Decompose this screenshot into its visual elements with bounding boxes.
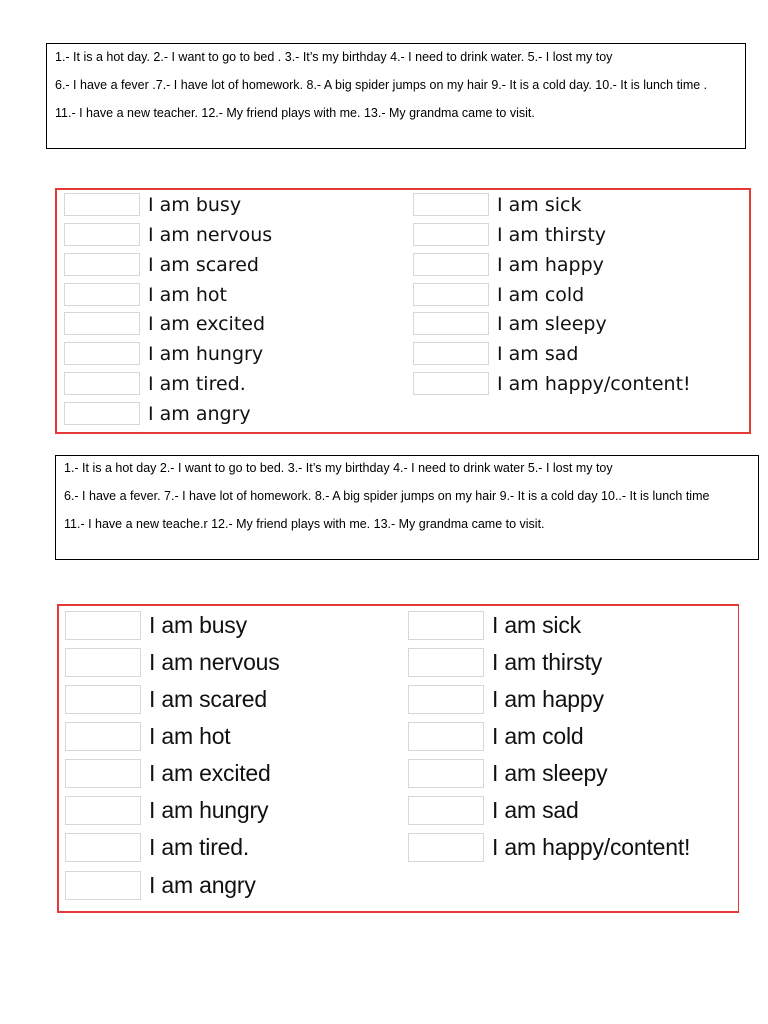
feeling-label: I am excited — [148, 312, 266, 335]
feeling-row — [413, 283, 584, 306]
answer-box[interactable] — [413, 223, 489, 246]
feeling-row — [413, 193, 581, 216]
feeling-label: I am sad — [492, 797, 579, 823]
feeling-row — [413, 253, 604, 276]
answer-box[interactable] — [65, 685, 141, 714]
answer-box[interactable] — [65, 871, 141, 900]
feeling-label: I am cold — [492, 723, 584, 749]
answer-box[interactable] — [408, 833, 484, 862]
feeling-label: I am hot — [148, 283, 227, 306]
feeling-row — [65, 722, 231, 751]
sentence-line: 1.- It is a hot day 2.- I want to go to bed. 3.- It’s my birthday 4.- I need to drink water 5.- I lost my toy — [64, 461, 613, 475]
answer-box[interactable] — [408, 611, 484, 640]
sentence-list-1 — [46, 43, 746, 149]
feeling-label: I am thirsty — [492, 649, 603, 675]
feeling-row — [65, 685, 267, 714]
sentence-line: 6.- I have a fever .7.- I have lot of homework. 8.- A big spider jumps on my hair 9.- It is a cold day. 10.- It is lunch time . — [55, 78, 708, 92]
feeling-row — [64, 283, 227, 306]
feeling-label: I am thirsty — [497, 223, 607, 246]
answer-box[interactable] — [413, 312, 489, 335]
feeling-label: I am happy/content! — [492, 834, 691, 860]
answer-box[interactable] — [65, 648, 141, 677]
feeling-row — [408, 759, 607, 788]
feeling-label: I am sleepy — [492, 760, 608, 786]
feeling-row — [65, 648, 280, 677]
feeling-row — [413, 223, 606, 246]
feeling-row — [65, 833, 249, 862]
feeling-label: I am angry — [149, 872, 256, 898]
feeling-label: I am sick — [497, 193, 582, 216]
feeling-label: I am hot — [149, 723, 231, 749]
answer-box[interactable] — [413, 372, 489, 395]
feeling-label: I am sad — [497, 342, 579, 365]
feeling-row — [65, 611, 247, 640]
answer-box[interactable] — [65, 833, 141, 862]
answer-box[interactable] — [413, 193, 489, 216]
feeling-label: I am cold — [497, 283, 585, 306]
feeling-label: I am tired. — [148, 372, 246, 395]
answer-box[interactable] — [64, 402, 140, 425]
feeling-label: I am tired. — [149, 834, 250, 860]
feeling-row — [64, 223, 272, 246]
feeling-label: I am nervous — [148, 223, 273, 246]
feeling-label: I am excited — [149, 760, 271, 786]
feeling-row — [408, 685, 604, 714]
feeling-label: I am happy — [497, 253, 604, 276]
answer-box[interactable] — [64, 372, 140, 395]
feeling-row — [64, 402, 251, 425]
answer-box[interactable] — [65, 722, 141, 751]
feeling-label: I am sleepy — [497, 312, 607, 335]
sentence-line: 6.- I have a fever. 7.- I have lot of homework. 8.- A big spider jumps on my hair 9.- It is a cold day 10..- It is lunch time — [64, 489, 710, 503]
answer-box[interactable] — [408, 648, 484, 677]
answer-box[interactable] — [65, 796, 141, 825]
answer-box[interactable] — [64, 342, 140, 365]
answer-box[interactable] — [408, 796, 484, 825]
answer-box[interactable] — [408, 722, 484, 751]
feeling-row — [64, 312, 265, 335]
feeling-label: I am happy/content! — [497, 372, 691, 395]
answer-box[interactable] — [408, 685, 484, 714]
feeling-label: I am sick — [492, 612, 581, 638]
feeling-label: I am happy — [492, 686, 604, 712]
sentence-line: 1.- It is a hot day. 2.- I want to go to bed . 3.- It’s my birthday 4.- I need to drink water. 5.- I lost my toy — [55, 50, 613, 64]
answer-box[interactable] — [65, 611, 141, 640]
feeling-row — [64, 372, 246, 395]
sentence-list-2 — [55, 455, 759, 560]
feelings-panel-2 — [57, 604, 739, 913]
sentence-line: 11.- I have a new teacher. 12.- My friend plays with me. 13.- My grandma came to visit. — [55, 106, 535, 120]
feeling-row — [64, 193, 241, 216]
feeling-label: I am scared — [148, 253, 259, 276]
answer-box[interactable] — [64, 193, 140, 216]
feeling-row — [408, 796, 579, 825]
feeling-row — [65, 796, 268, 825]
answer-box[interactable] — [64, 253, 140, 276]
answer-box[interactable] — [64, 283, 140, 306]
feeling-label: I am angry — [148, 402, 251, 425]
answer-box[interactable] — [413, 253, 489, 276]
answer-box[interactable] — [408, 759, 484, 788]
answer-box[interactable] — [65, 759, 141, 788]
feeling-row — [408, 648, 602, 677]
feeling-label: I am busy — [149, 612, 247, 638]
answer-box[interactable] — [64, 312, 140, 335]
feeling-row — [65, 759, 271, 788]
feeling-row — [64, 253, 259, 276]
feeling-label: I am hungry — [148, 342, 264, 365]
feeling-row — [408, 722, 584, 751]
feeling-label: I am scared — [149, 686, 267, 712]
feeling-label: I am busy — [148, 193, 242, 216]
answer-box[interactable] — [413, 283, 489, 306]
feelings-panel-1 — [55, 188, 751, 434]
feeling-label: I am nervous — [149, 649, 280, 675]
sentence-line: 11.- I have a new teache.r 12.- My friend plays with me. 13.- My grandma came to visit. — [64, 517, 545, 531]
answer-box[interactable] — [64, 223, 140, 246]
feeling-row — [408, 611, 581, 640]
feeling-row — [408, 833, 690, 862]
feeling-row — [413, 372, 691, 395]
feeling-row — [413, 342, 578, 365]
feeling-row — [413, 312, 607, 335]
feeling-row — [64, 342, 263, 365]
feeling-row — [65, 871, 256, 900]
feeling-label: I am hungry — [149, 797, 269, 823]
answer-box[interactable] — [413, 342, 489, 365]
